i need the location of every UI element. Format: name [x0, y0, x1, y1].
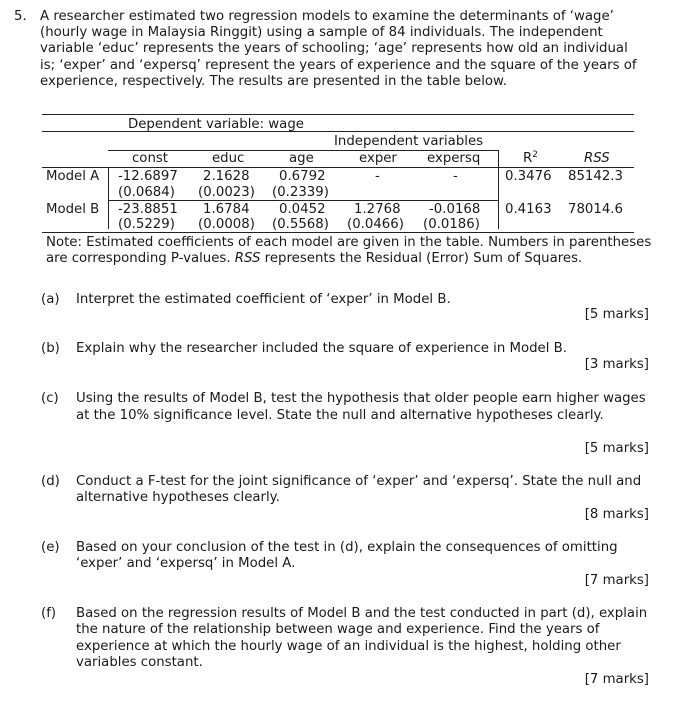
independent-variables-label: Independent variables	[334, 134, 484, 149]
model-b-r2: 0.4163	[505, 202, 552, 217]
model-b-exper: 1.2768	[354, 202, 401, 217]
header-educ: educ	[212, 151, 245, 166]
part-text: the nature of the relationship between wage and experience. Find the years of	[76, 622, 600, 637]
header-expersq: expersq	[427, 151, 481, 166]
part-text: Conduct a F-test for the joint significance of ‘exper’ and ‘expersq’. State the null and	[76, 474, 642, 489]
marks-label: [7 marks]	[584, 672, 649, 687]
intro-line: experience, respectively. The results are presented in the table below.	[40, 74, 507, 89]
model-b-age: 0.0452	[279, 202, 326, 217]
model-b-pvalue: (0.5568)	[272, 217, 329, 232]
model-a-expersq: -	[453, 169, 458, 184]
marks-label: [7 marks]	[584, 573, 649, 588]
table-vertical-rule	[108, 167, 109, 229]
part-text: alternative hypotheses clearly.	[76, 490, 280, 505]
model-a-pvalue: (0.0023)	[198, 185, 255, 200]
part-text: Based on your conclusion of the test in (d), explain the consequences of omitting	[76, 540, 618, 555]
model-b-pvalue: (0.0008)	[198, 217, 255, 232]
table-vertical-rule	[498, 150, 499, 229]
intro-line: variable ‘educ’ represents the years of schooling; ‘age’ represents how old an individual	[40, 41, 628, 56]
header-r-squared: $R^2$	[523, 150, 538, 166]
intro-line: is; ‘exper’ and ‘expersq’ represent the years of experience and the square of the years of	[40, 58, 637, 73]
model-a-label: Model A	[46, 169, 100, 184]
model-b-pvalue: (0.0186)	[423, 217, 480, 232]
model-a-r2: 0.3476	[505, 169, 552, 184]
part-text: Based on the regression results of Model B and the test conducted in part (d), explain	[76, 606, 648, 621]
model-a-exper: -	[375, 169, 380, 184]
model-b-pvalue: (0.5229)	[118, 217, 175, 232]
header-exper: exper	[359, 151, 397, 166]
table-top-rule	[42, 114, 634, 115]
part-label: (e)	[41, 540, 60, 555]
part-text: ‘exper’ and ‘expersq’ in Model A.	[76, 556, 296, 571]
dependent-variable-label: Dependent variable: wage	[128, 117, 304, 132]
model-a-pvalue: (0.2339)	[272, 185, 329, 200]
model-b-expersq: -0.0168	[429, 202, 481, 217]
table-rule	[42, 167, 634, 168]
model-a-age: 0.6792	[279, 169, 326, 184]
header-rss: RSS	[584, 151, 610, 166]
part-label: (b)	[41, 341, 60, 356]
part-label: (a)	[41, 292, 60, 307]
model-a-pvalue: (0.0684)	[118, 185, 175, 200]
marks-label: [3 marks]	[584, 357, 649, 372]
table-note: are corresponding P-values. RSS represents the Residual (Error) Sum of Squares.	[46, 251, 583, 266]
model-a-educ: 2.1628	[203, 169, 250, 184]
header-age: age	[289, 151, 314, 166]
table-rule	[108, 200, 498, 201]
table-bottom-rule	[42, 232, 634, 233]
model-a-const: -12.6897	[118, 169, 178, 184]
question-number: 5.	[14, 9, 27, 24]
part-text: Interpret the estimated coefficient of ‘exper’ in Model B.	[76, 292, 451, 307]
intro-line: (hourly wage in Malaysia Ringgit) using a sample of 84 individuals. The independent	[40, 25, 603, 40]
marks-label: [5 marks]	[584, 307, 649, 322]
header-const: const	[132, 151, 169, 166]
marks-label: [8 marks]	[584, 507, 649, 522]
part-text: variables constant.	[76, 655, 203, 670]
table-note: Note: Estimated coefficients of each model are given in the table. Numbers in parentheses	[46, 235, 652, 250]
part-text: Explain why the researcher included the square of experience in Model B.	[76, 341, 567, 356]
model-a-rss: 85142.3	[568, 169, 623, 184]
model-b-rss: 78014.6	[568, 202, 623, 217]
part-label: (c)	[41, 391, 59, 406]
intro-line: A researcher estimated two regression models to examine the determinants of ‘wage’	[40, 9, 614, 24]
part-text: experience at which the hourly wage of an individual is the highest, holding other	[76, 639, 621, 654]
part-label: (f)	[41, 606, 57, 621]
marks-label: [5 marks]	[584, 441, 649, 456]
model-b-pvalue: (0.0466)	[347, 217, 404, 232]
part-text: Using the results of Model B, test the hypothesis that older people earn higher wages	[76, 391, 646, 406]
table-rule	[42, 131, 634, 132]
model-b-label: Model B	[46, 202, 100, 217]
model-b-educ: 1.6784	[203, 202, 250, 217]
model-b-const: -23.8851	[118, 202, 178, 217]
part-text: at the 10% significance level. State the null and alternative hypotheses clearly.	[76, 408, 604, 423]
part-label: (d)	[41, 474, 60, 489]
